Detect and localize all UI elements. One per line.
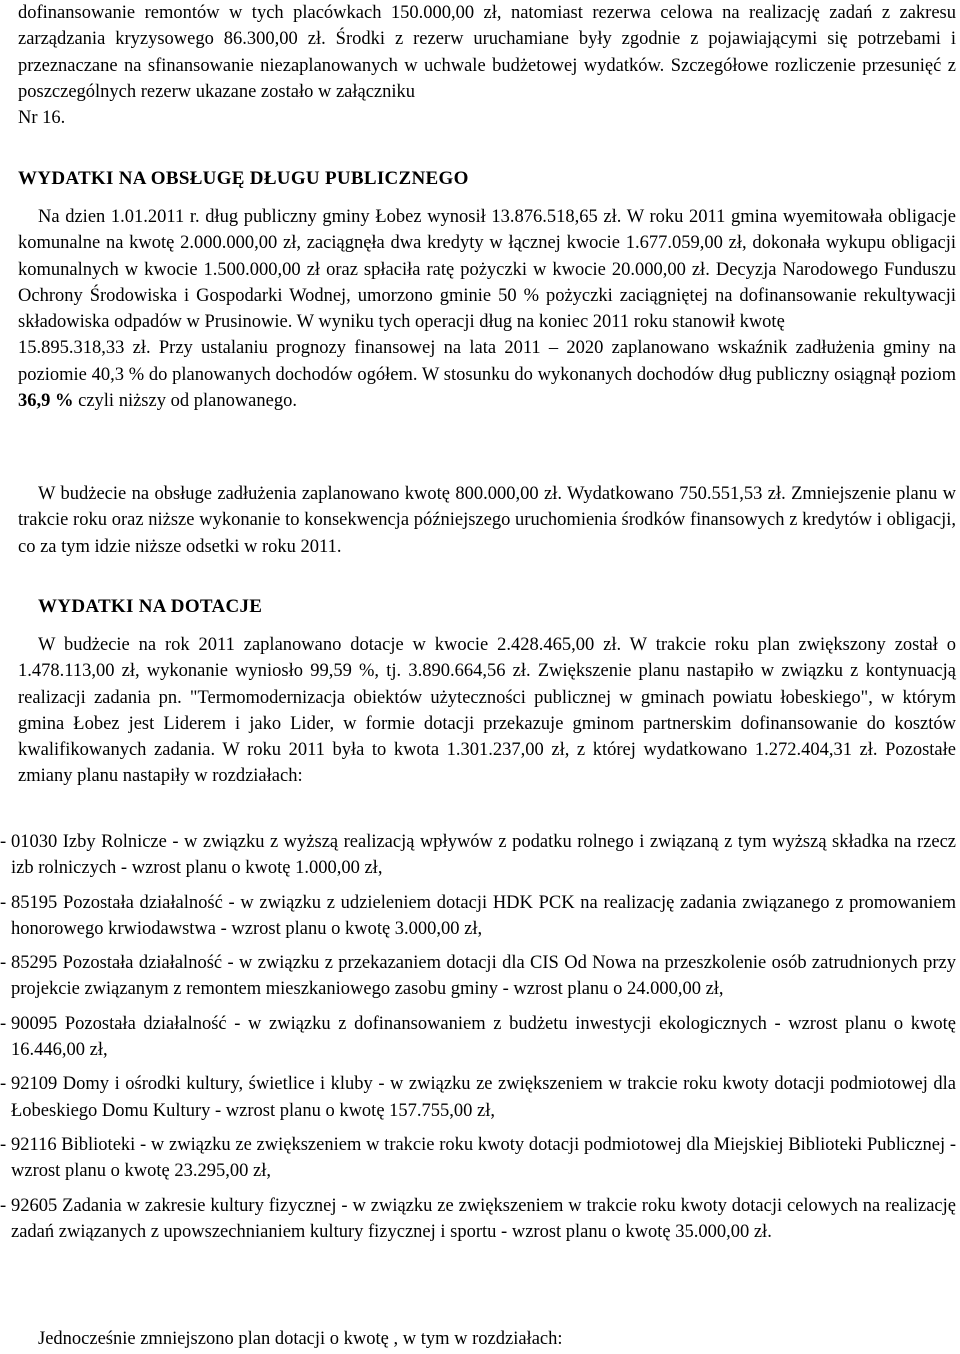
list-item [0,1071,956,1124]
list-item-text: 90095 Pozostała działalność - w związku z dofinansowaniem z budżetu inwestycji ekologicznych - wzrost planu o kwotę 16.446,00 zł, [11,1013,956,1061]
list-item [0,890,956,943]
paragraph-reductions-text: Jednocześnie zmniejszono plan dotacji o kwotę , w tym w rozdziałach: [38,1329,563,1349]
list-item [0,1132,956,1185]
list-item [0,950,956,1003]
paragraph-public-debt-forecast: 15.895.318,33 zł. Przy ustalaniu prognozy finansowej na lata 2011 – 2020 zaplanowano wskaźnik zadłużenia gminy na poziomie 40,3 % do planowanych dochodów ogółem. W stosunku do wykonanych dochodów dług publiczny osiągnął poziom [18,338,956,385]
debt-ratio-value: 36,9 % [18,391,74,412]
paragraph-public-debt [18,204,956,414]
list-dash: - [0,1195,7,1216]
list-item [0,1193,956,1246]
list-item-text: 92109 Domy i ośrodki kultury, świetlice i kluby - w związku ze zwiększeniem w trakcie roku kwoty dotacji podmiotowej dla Łobeskiego Domu Kultury - wzrost planu o kwotę 157.755,00 zł, [11,1074,956,1121]
list-dash: - [0,1013,7,1034]
paragraph-reserves-end: Nr 16. [18,108,66,129]
list-item-text: 85195 Pozostała działalność - w związku z udzieleniem dotacji HDK PCK na realizację zadania związanego z promowaniem honorowego krwiodawstwa - wzrost planu o kwotę 3.000,00 zł, [11,892,956,939]
list-dash: - [0,832,7,852]
list-dash: - [0,1074,7,1095]
list-dash: - [0,1134,7,1155]
paragraph-reserves-text: dofinansowanie remontów w tych placówkach 150.000,00 zł, natomiast rezerwa celowa na realizację zadań z zakresu zarządzania kryzysowego 86.300,00 zł. Środki z rezerw uruchamiane były zgodnie z pojawiającymi się potrzebami i przeznaczane na sfinansowanie niezaplanowanych w uchwale budżetowej wydatków. Szczegółowe rozliczenie przesunięć z poszczególnych rezerw ukazane zostało w załączniku [18,3,956,102]
paragraph-reserves [18,0,956,131]
list-item-text: 92605 Zadania w zakresie kultury fizycznej - w związku ze zwiększeniem w trakcie roku kwoty dotacji celowych na realizację zadań związanych z upowszechnianiem kultury fizycznej i sportu - wzrost planu o kwotę 35.000,00 zł. [11,1195,956,1242]
paragraph-debt-budget [18,481,956,560]
grant-changes-list [0,829,956,1245]
heading-debt-service: WYDATKI NA OBSŁUGĘ DŁUGU PUBLICZNEGO [18,168,469,189]
paragraph-grants-text: W budżecie na rok 2011 zaplanowano dotacje w kwocie 2.428.465,00 zł. W trakcie roku plan zwiększony został o 1.478.113,00 zł, wykonanie wyniosło 99,59 %, tj. 3.890.664,56 zł. Zwiększenie planu nastapiło w związku z kontynuacją realizacji zadania pn. "Termomodernizacja obiektów użyteczności publicznej w gminach powiatu łobeskiego", w którym gmina Łobez jest Liderem i jako Lider, w formie dotacji przekazuje gminom partnerskim dofinansowanie do kosztów kwalifikowanych zadania. W roku 2011 była to kwota 1.301.237,00 zł, z której wydatkowano 1.272.404,31 zł. Pozostałe zmiany planu nastapiły w rozdziałach: [18,635,956,787]
list-dash: - [0,953,7,974]
paragraph-reductions [38,1326,938,1352]
list-item-text: 92116 Biblioteki - w związku ze zwiększeniem w trakcie roku kwoty dotacji podmiotowej dla Miejskiej Biblioteki Publicznej - wzrost planu o kwotę 23.295,00 zł, [11,1134,956,1182]
list-item [0,829,956,882]
paragraph-grants [18,632,956,790]
heading-grants: WYDATKI NA DOTACJE [38,596,263,617]
list-item [0,1011,956,1064]
list-item-text: 85295 Pozostała działalność - w związku z przekazaniem dotacji dla CIS Od Nowa na przeszkolenie osób zatrudnionych przy projekcie związanym z remontem mieszkaniowego zasobu gminy - wzrost planu o 24.000,00 zł, [11,953,956,1000]
paragraph-public-debt-text: Na dzien 1.01.2011 r. dług publiczny gminy Łobez wynosił 13.876.518,65 zł. W roku 2011 gmina wyemitowała obligacje komunalne na kwotę 2.000.000,00 zł, zaciągnęła dwa kredyty w łącznej kwocie 1.677.059,00 zł, dokonała wykupu obligacji komunalnych w kwocie 1.500.000,00 zł oraz spłaciła ratę pożyczki w kwocie 20.000,00 zł. Decyzja Narodowego Funduszu Ochrony Środowiska i Gospodarki Wodnej, umorzono gminie 50 % pożyczki zaciągniętej na dofinansowanie rekultywacji składowiska odpadów w Prusinowie. W wyniku tych operacji dług na koniec 2011 roku stanowił kwotę [18,207,956,333]
paragraph-public-debt-end: czyli niższy od planowanego. [78,391,297,412]
paragraph-debt-budget-text: W budżecie na obsługe zadłużenia zaplanowano kwotę 800.000,00 zł. Wydatkowano 750.551,53 zł. Zmniejszenie planu w trakcie roku oraz niższe wykonanie to konsekwencja późniejszego uruchomienia środków finansowych z kredytów i obligacji, co za tym idzie niższe odsetki w roku 2011. [18,484,956,557]
list-item-text: 01030 Izby Rolnicze - w związku z wyższą realizacją wpływów z podatku rolnego i związaną z tym wyższą składka na rzecz izb rolniczych - wzrost planu o kwotę 1.000,00 zł, [11,832,956,879]
list-dash: - [0,892,7,913]
